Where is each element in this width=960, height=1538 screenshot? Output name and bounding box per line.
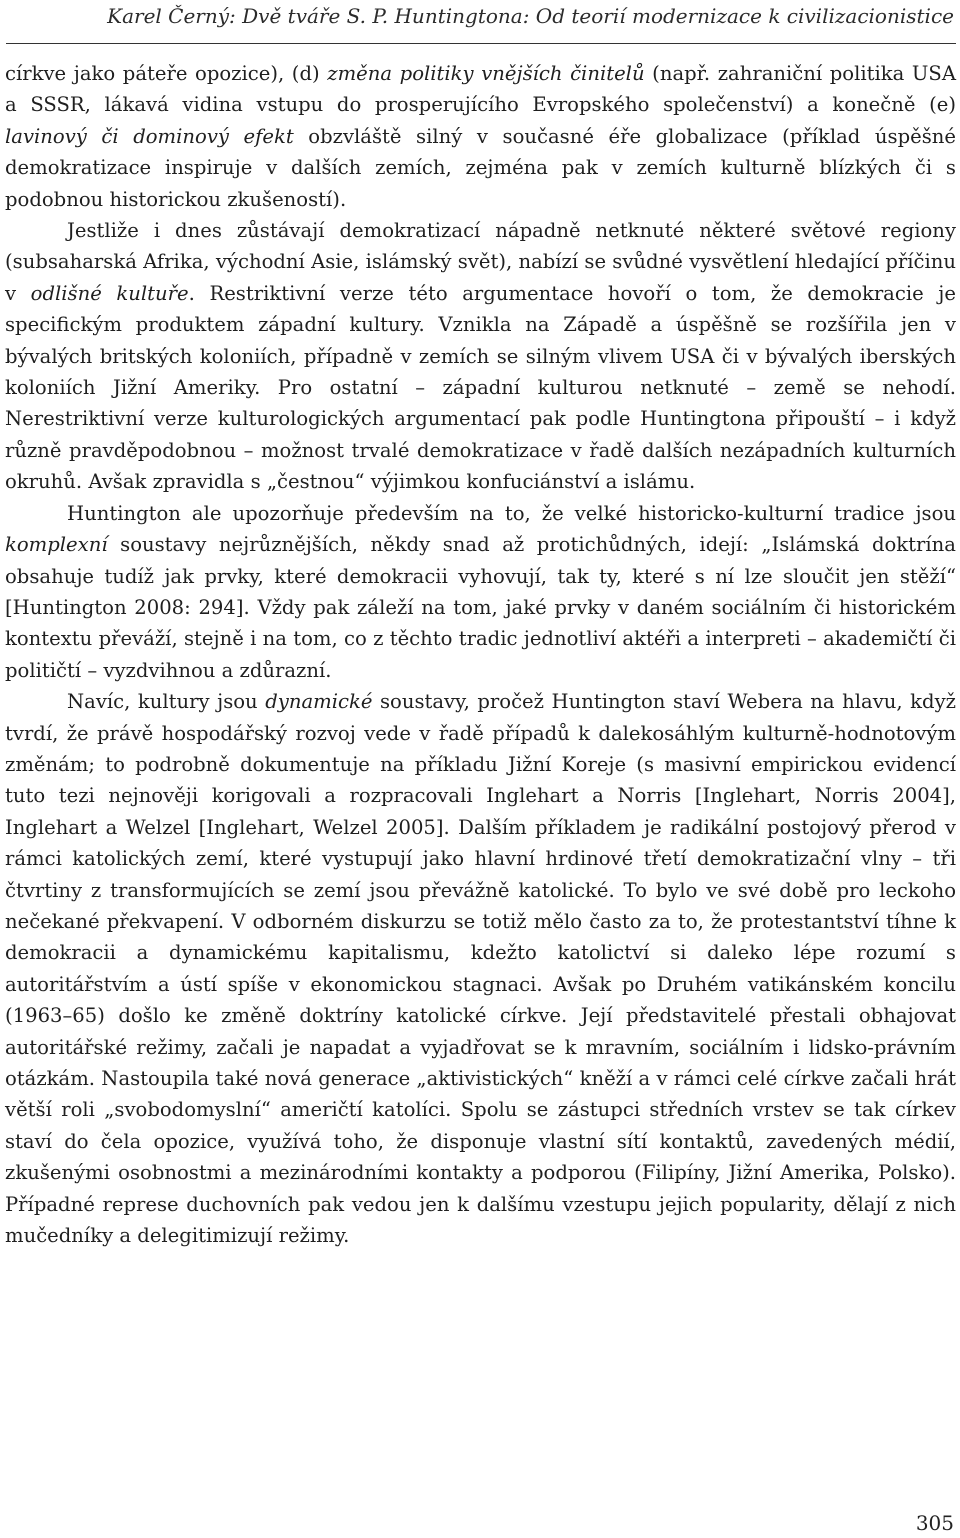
body-text <box>5 58 956 1251</box>
italic-phrase: odlišné kultuře <box>30 281 189 305</box>
paragraph-3 <box>5 498 956 686</box>
text-run: Navíc, kultury jsou <box>67 690 266 714</box>
text-run: soustavy nejrůznějších, někdy snad až protichůdných, idejí: „Islámská doktrína obsahuje tudíž jak prvky, které demokracii vyhovují, tak ty, které s ní lze sloučit jen stěží“ [Huntington 2008: 294]. Vždy pak záleží na tom, jaké prvky v daném sociálním či historickém kontextu převáží, stejně i na tom, co z těchto tradic jednotliví aktéři a interpreti – akademičtí či političtí – vyzdvihnou a zdůrazní. <box>5 533 956 682</box>
paragraph-4 <box>5 686 956 1251</box>
page-number: 305 <box>915 1511 954 1535</box>
text-run: Huntington ale upozorňuje především na to, že velké historicko-kulturní tradice jsou <box>67 501 956 525</box>
italic-phrase: změna politiky vnějších činitelů <box>327 62 645 85</box>
italic-phrase: dynamické <box>265 690 373 714</box>
text-run: obzvláště silný v současné éře globalizace (příklad úspěšné demokratizace inspiruje v dalších zemích, zejména pak v zemích kulturně blízkých či s podobnou historickou zkušeností). <box>5 124 956 211</box>
text-run: Jestliže i dnes zůstávají demokratizací nápadně netknuté některé světové regiony (subsaharská Afrika, východní Asie, islámský svět), nabízí se svůdné vysvětlení hledající příčinu v <box>5 219 956 305</box>
paragraph-1 <box>5 58 956 215</box>
text-run: (např. zahraniční politika USA a SSSR, lákavá vidina vstupu do prosperujícího Evropského společenství) a konečně (e) <box>5 62 956 117</box>
italic-phrase: lavinový či dominový efekt <box>5 124 294 148</box>
paragraph-2 <box>5 215 956 498</box>
text-run: soustavy, pročež Huntington staví Webera na hlavu, když tvrdí, že právě hospodářský rozvoj vede v řadě případů k dalekosáhlým kulturně-hodnotovým změnám; to podrobně dokumentuje na příkladu Jižní Koreje (s masivní empirickou evidencí tuto tezi nejnověji korigovali a rozpracovali Inglehart a Norris [Inglehart, Norris 2004], Inglehart a Welzel [Inglehart, Welzel 2005]. Dalším příkladem je radikální postojový přerod v rámci katolických zemí, které vystupují jako hlavní hrdinové třetí demokratizační vlny – tři čtvrtiny z transformujících se zemí jsou převážně katolické. To bylo ve své době pro leckoho nečekané překvapení. V odborném diskurzu se totiž mělo často za to, že protestantství tíhne k demokracii a dynamickému kapitalismu, kdežto katolictví si daleko lépe rozumí s autoritářstvím a ústí spíše v ekonomickou stagnaci. Avšak po Druhém vatikánském koncilu (1963–65) došlo ke změně doktríny katolické církve. Její představitelé přestali obhajovat autoritářské režimy, začali je napadat a vyjadřovat se k mravním, sociálním i lidsko-právním otázkám. Nastoupila také nová generace „aktivistických“ kněží a v rámci celé církve začali hrát větší roli „svobodomyslní“ američtí katolíci. Spolu se zástupci středních vrstev se tak církev staví do čela opozice, využívá toho, že disponuje vlastní sítí kontaktů, zavedených médií, zkušenými osobnostmi a mezinárodními kontakty a podporou (Filipíny, Jižní Amerika, Polsko). Případné represe duchovních pak vedou jen k dalšímu vzestupu jejich popularity, dělají z nich mučedníky a delegitimizují režimy. <box>5 690 956 1248</box>
text-run: církve jako páteře opozice), (d) <box>5 62 328 85</box>
text-run: . Restriktivní verze této argumentace hovoří o tom, že demokracie je specifickým produktem západní kultury. Vznikla na Západě a úspěšně se rozšířila jen v bývalých britských koloniích, případně v zemích se silným vlivem USA či v bývalých iberských koloniích Jižní Ameriky. Pro ostatní – západní kulturou netknuté – země se nehodí. Nerestriktivní verze kulturologických argumentací pak podle Huntingtona připouští – i když různě pravděpodobnou – možnost trvalé demokratizace v řadě dalších nezápadních kulturních okruhů. Avšak zpravidla s „čestnou“ výjimkou konfuciánství a islámu. <box>5 281 956 494</box>
running-head: Karel Černý: Dvě tváře S. P. Huntingtona: Od teorií modernizace k civilizacionistice <box>107 4 954 28</box>
italic-phrase: komplexní <box>5 533 108 557</box>
header-rule <box>6 43 956 44</box>
